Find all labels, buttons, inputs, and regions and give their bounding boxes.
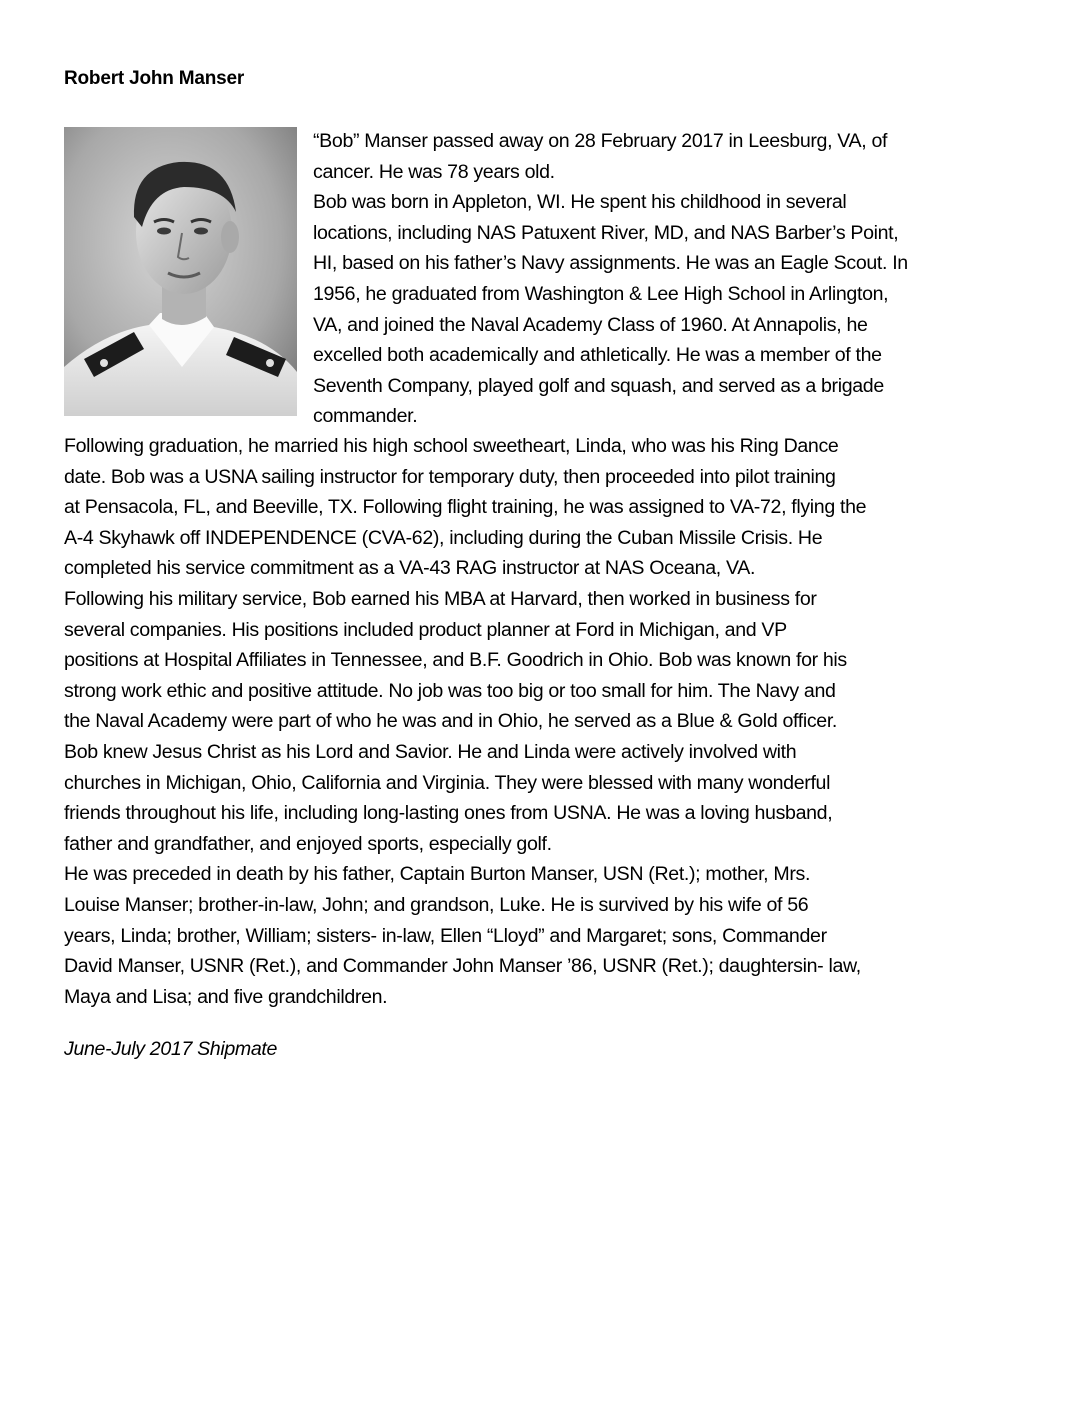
body-line: friends throughout his life, including long-lasting ones from USNA. He was a loving husband,: [64, 802, 833, 825]
intro-line: locations, including NAS Patuxent River, MD, and NAS Barber’s Point,: [313, 221, 899, 244]
body-line: A-4 Skyhawk off INDEPENDENCE (CVA-62), including during the Cuban Missile Crisis. He: [64, 526, 823, 549]
body-line: several companies. His positions included product planner at Ford in Michigan, and VP: [64, 618, 787, 641]
intro-line: excelled both academically and athletically. He was a member of the: [313, 344, 882, 367]
body-line: David Manser, USNR (Ret.), and Commander John Manser ’86, USNR (Ret.); daughtersin- law,: [64, 955, 861, 978]
body-line: date. Bob was a USNA sailing instructor for temporary duty, then proceeded into pilot training: [64, 465, 836, 488]
body-line: Louise Manser; brother-in-law, John; and grandson, Luke. He is survived by his wife of 56: [64, 893, 809, 916]
intro-line: Seventh Company, played golf and squash, and served as a brigade: [313, 374, 884, 397]
body-line: Maya and Lisa; and five grandchildren.: [64, 985, 388, 1008]
body-line: He was preceded in death by his father, Captain Burton Manser, USN (Ret.); mother, Mrs.: [64, 863, 811, 886]
page-title: Robert John Manser: [64, 68, 245, 89]
body-line: Following his military service, Bob earned his MBA at Harvard, then worked in business for: [64, 587, 817, 610]
body-line: father and grandfather, and enjoyed sports, especially golf.: [64, 832, 552, 855]
body-line: positions at Hospital Affiliates in Tennessee, and B.F. Goodrich in Ohio. Bob was known for his: [64, 649, 847, 672]
body-line: at Pensacola, FL, and Beeville, TX. Following flight training, he was assigned to VA-72, flying the: [64, 496, 867, 519]
intro-line: Bob was born in Appleton, WI. He spent his childhood in several: [313, 191, 847, 214]
body-line: completed his service commitment as a VA-43 RAG instructor at NAS Oceana, VA.: [64, 557, 756, 580]
intro-line: cancer. He was 78 years old.: [313, 160, 555, 183]
intro-line: HI, based on his father’s Navy assignments. He was an Eagle Scout. In: [313, 252, 908, 275]
intro-paragraph: [313, 126, 908, 432]
intro-line: 1956, he graduated from Washington & Lee High School in Arlington,: [313, 282, 889, 305]
body-line: strong work ethic and positive attitude. No job was too big or too small for him. The Navy and: [64, 679, 836, 702]
body-line: Following graduation, he married his high school sweetheart, Linda, who was his Ring Dance: [64, 435, 839, 457]
intro-line: commander.: [313, 405, 418, 428]
intro-line: “Bob” Manser passed away on 28 February 2017 in Leesburg, VA, of: [313, 130, 888, 152]
body-line: Bob knew Jesus Christ as his Lord and Savior. He and Linda were actively involved with: [64, 740, 797, 763]
body-text: [64, 431, 866, 1012]
source-citation: June-July 2017 Shipmate: [64, 1038, 278, 1060]
body-line: years, Linda; brother, William; sisters- in-law, Ellen “Lloyd” and Margaret; sons, Commander: [64, 924, 827, 947]
body-line: churches in Michigan, Ohio, California and Virginia. They were blessed with many wonderful: [64, 771, 831, 794]
intro-line: VA, and joined the Naval Academy Class of 1960. At Annapolis, he: [313, 313, 868, 336]
portrait-photo: [64, 127, 297, 416]
body-line: the Naval Academy were part of who he was and in Ohio, he served as a Blue & Gold officer.: [64, 710, 838, 733]
